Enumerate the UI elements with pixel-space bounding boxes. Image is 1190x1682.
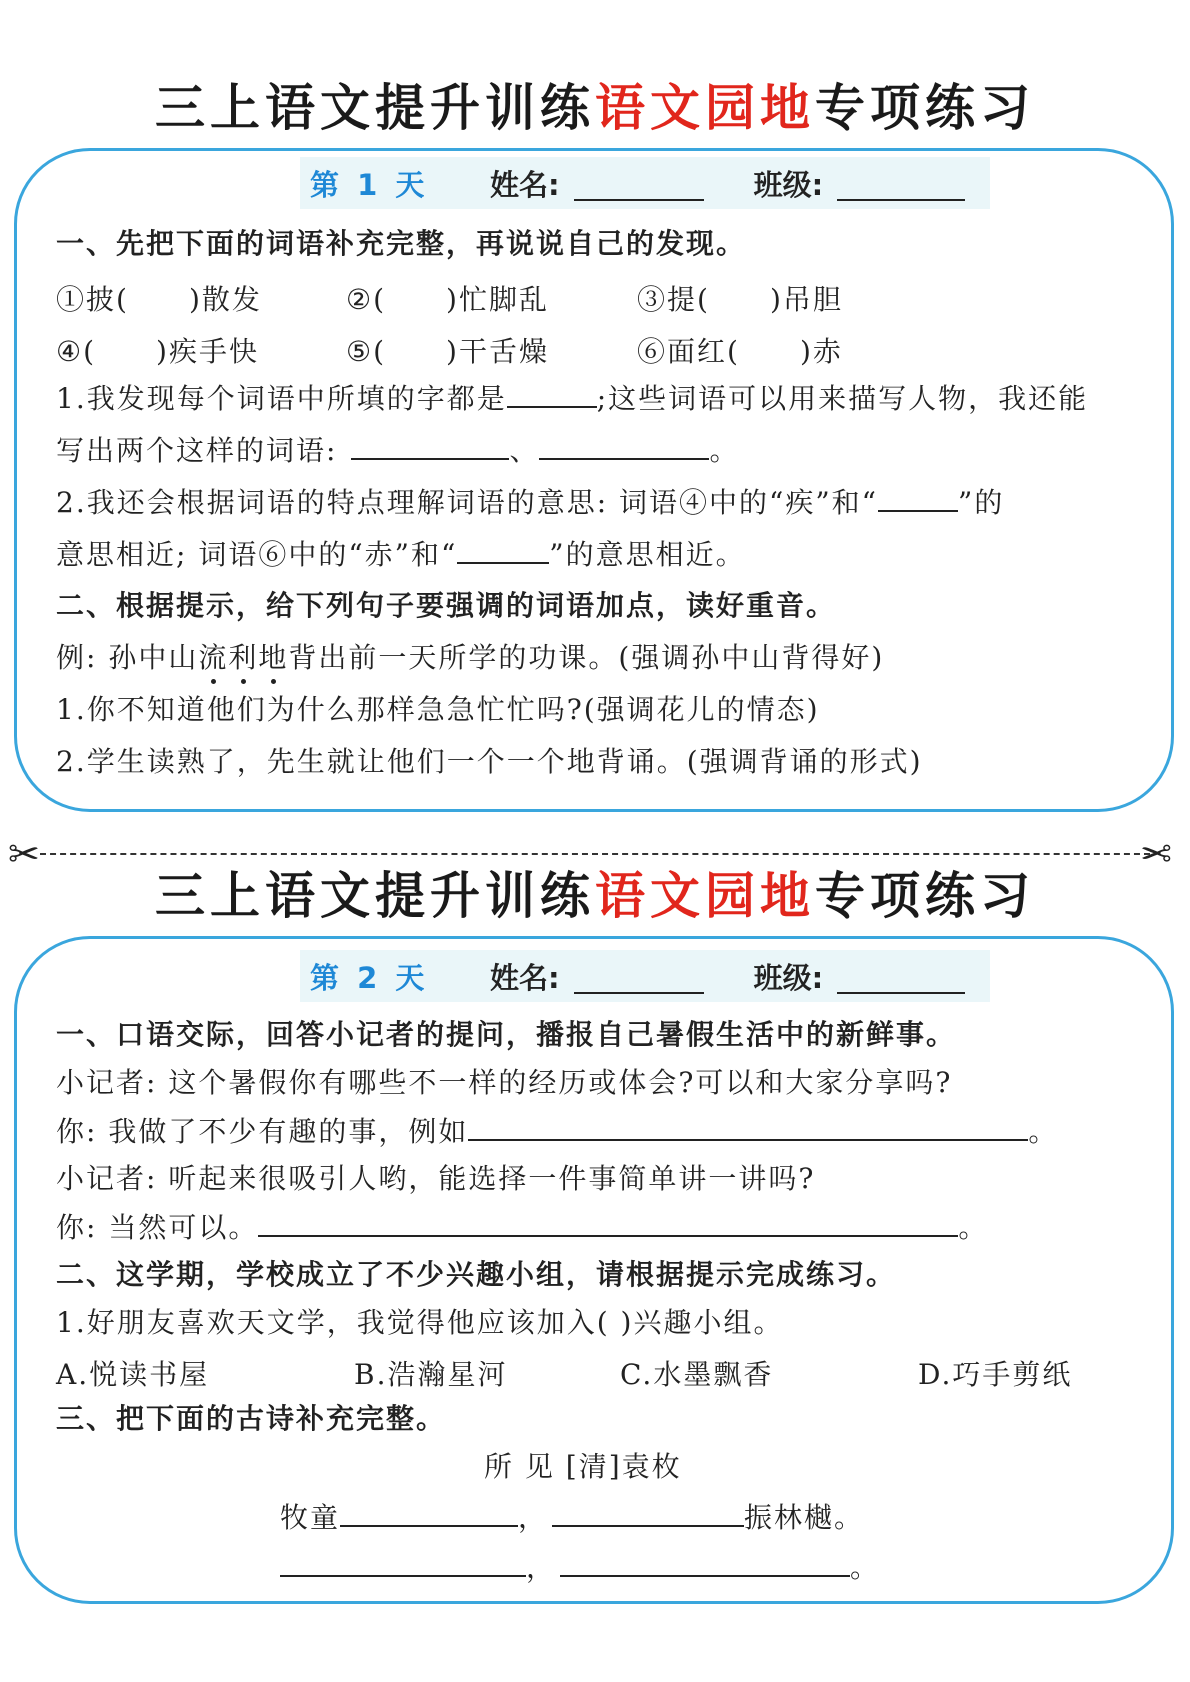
scissors-icon: ✂ xyxy=(8,832,40,876)
option-a[interactable]: A.悦读书屋 xyxy=(56,1358,210,1391)
dialogue-line: 小记者: 听起来很吸引人哟，能选择一件事简单讲一讲吗? xyxy=(56,1162,816,1195)
answer-blank[interactable] xyxy=(457,536,549,564)
name-label: 姓名: xyxy=(490,960,560,995)
emphasis-dot-char: 地 xyxy=(258,641,289,674)
cut-line xyxy=(40,853,1150,855)
dialogue-line: 你: 当然可以。 。 xyxy=(56,1211,989,1244)
answer-blank[interactable] xyxy=(507,380,597,408)
answer-blank[interactable] xyxy=(351,432,509,460)
dialogue-line: 小记者: 这个暑假你有哪些不一样的经历或体会?可以和大家分享吗? xyxy=(56,1066,953,1099)
poem-title: 所 见 [清]袁枚 xyxy=(484,1450,682,1483)
day-label: 第 1 天 xyxy=(310,167,429,202)
section-heading: 三、把下面的古诗补充完整。 xyxy=(56,1402,447,1435)
title-part: 专项练习 xyxy=(815,79,1035,137)
word-item[interactable]: ②( )忙脚乱 xyxy=(346,283,549,316)
title-part: 专项练习 xyxy=(815,867,1035,925)
word-item[interactable]: ⑤( )干舌燥 xyxy=(346,335,549,368)
class-label: 班级: xyxy=(753,960,824,995)
class-field[interactable] xyxy=(837,958,965,994)
answer-blank[interactable] xyxy=(280,1549,526,1577)
word-item[interactable]: ⑥面红( )赤 xyxy=(637,335,843,368)
answer-blank[interactable] xyxy=(468,1113,1028,1141)
section-heading: 一、口语交际，回答小记者的提问，播报自己暑假生活中的新鲜事。 xyxy=(56,1018,957,1051)
answer-blank[interactable] xyxy=(878,484,958,512)
option-b[interactable]: B.浩瀚星河 xyxy=(354,1358,508,1391)
discovery-1-cont: 写出两个这样的词语: 、 。 xyxy=(56,434,740,467)
section-heading: 二、这学期，学校成立了不少兴趣小组，请根据提示完成练习。 xyxy=(56,1258,897,1291)
word-item[interactable]: ①披( )散发 xyxy=(56,283,262,316)
class-label: 班级: xyxy=(753,167,824,202)
section-heading: 二、根据提示，给下列句子要强调的词语加点，读好重音。 xyxy=(56,589,837,622)
title-highlight: 语文园地 xyxy=(595,867,815,925)
title-part: 三上语文提升训练 xyxy=(155,79,595,137)
class-field[interactable] xyxy=(837,165,965,201)
worksheet2-title xyxy=(0,866,1190,926)
name-field[interactable] xyxy=(574,165,704,201)
worksheet1-info-bar xyxy=(300,157,990,209)
emphasis-dot-char: 利 xyxy=(228,641,259,674)
answer-blank[interactable] xyxy=(552,1499,744,1527)
sentence-item[interactable]: 2.学生读熟了，先生就让他们一个一个地背诵。(强调背诵的形式) xyxy=(56,745,923,778)
option-c[interactable]: C.水墨飘香 xyxy=(620,1358,774,1391)
section-heading: 一、先把下面的词语补充完整，再说说自己的发现。 xyxy=(56,227,747,260)
title-part: 三上语文提升训练 xyxy=(155,867,595,925)
emphasis-dot-char: 流 xyxy=(198,641,229,674)
scissors-icon: ✂ xyxy=(1140,832,1172,876)
example-sentence: 例: 孙中山流利地背出前一天所学的功课。(强调孙中山背得好) xyxy=(56,641,885,674)
discovery-1: 1.我发现每个词语中所填的字都是 ;这些词语可以用来描写人物，我还能 xyxy=(56,382,1089,415)
answer-blank[interactable] xyxy=(340,1499,518,1527)
title-highlight: 语文园地 xyxy=(595,79,815,137)
discovery-2: 2.我还会根据词语的特点理解词语的意思: 词语④中的“疾”和“ ”的 xyxy=(56,486,1005,519)
word-item[interactable]: ③提( )吊胆 xyxy=(637,283,843,316)
poem-line: 牧童 ， 振林樾。 xyxy=(280,1501,865,1534)
answer-blank[interactable] xyxy=(560,1549,850,1577)
answer-blank[interactable] xyxy=(258,1209,958,1237)
name-label: 姓名: xyxy=(490,167,560,202)
answer-blank[interactable] xyxy=(539,432,709,460)
poem-line: ， 。 xyxy=(280,1549,880,1586)
day-label: 第 2 天 xyxy=(310,960,429,995)
option-d[interactable]: D.巧手剪纸 xyxy=(918,1358,1073,1391)
worksheet1-title xyxy=(0,78,1190,138)
name-field[interactable] xyxy=(574,958,704,994)
discovery-2-cont: 意思相近; 词语⑥中的“赤”和“ ”的意思相近。 xyxy=(56,538,746,571)
worksheet2-info-bar xyxy=(300,950,990,1002)
dialogue-line: 你: 我做了不少有趣的事，例如 。 xyxy=(56,1115,1059,1148)
question-text: 1.好朋友喜欢天文学，我觉得他应该加入( )兴趣小组。 xyxy=(56,1306,784,1339)
word-item[interactable]: ④( )疾手快 xyxy=(56,335,259,368)
sentence-item[interactable]: 1.你不知道他们为什么那样急急忙忙吗?(强调花儿的情态) xyxy=(56,693,820,726)
